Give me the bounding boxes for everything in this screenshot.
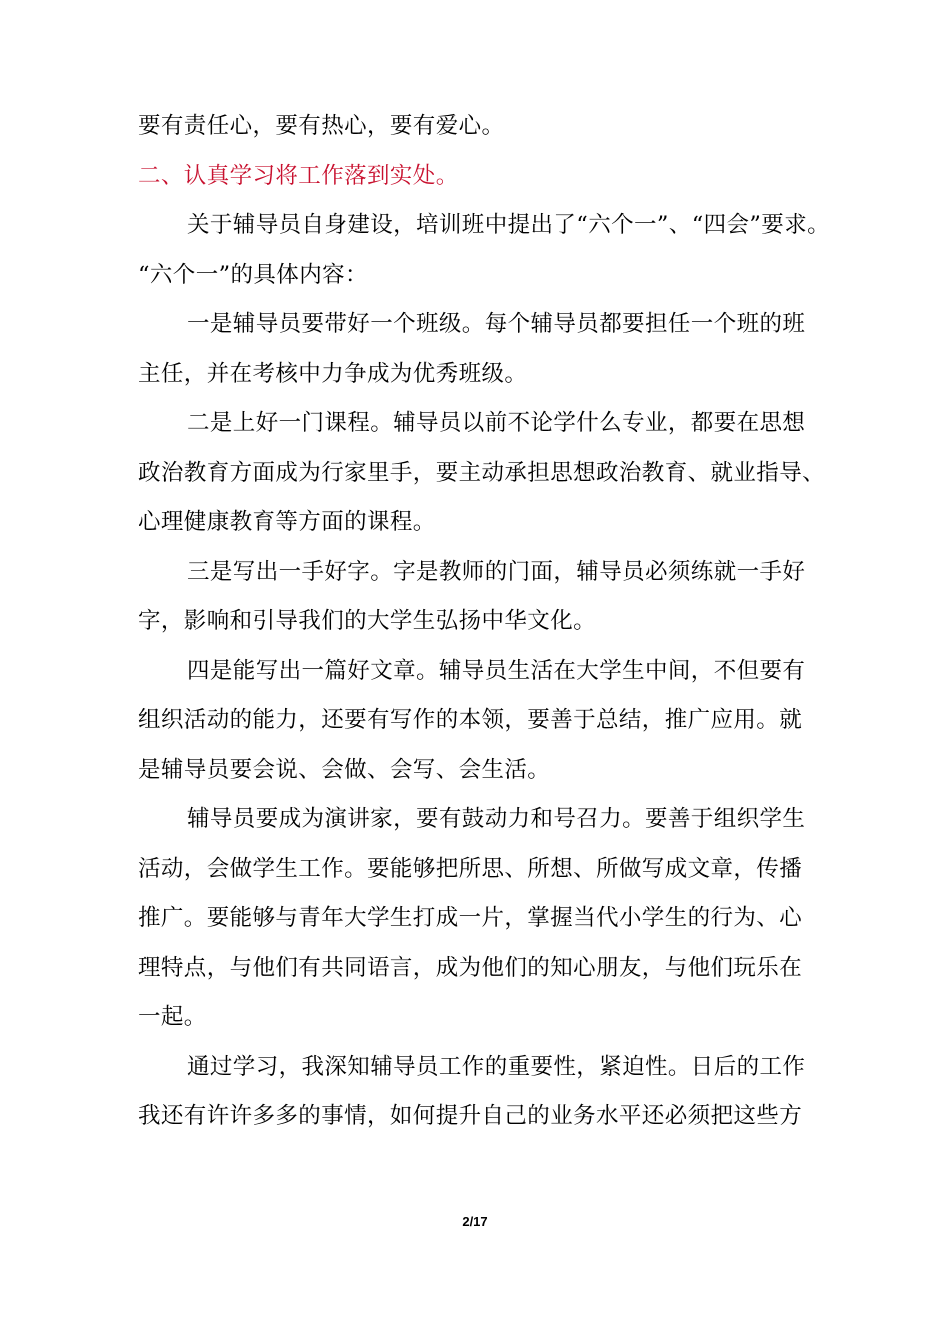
- text-line: 我还有许许多多的事情，如何提升自己的业务水平还必须把这些方: [138, 1103, 803, 1129]
- text-line: 二是上好一门课程。辅导员以前不论学什么专业，都要在思想: [187, 410, 806, 436]
- text-line: 推广。要能够与青年大学生打成一片，掌握当代小学生的行为、心: [138, 905, 803, 931]
- text-line: 一是辅导员要带好一个班级。每个辅导员都要担任一个班的班: [187, 311, 806, 337]
- text-line: 理特点，与他们有共同语言，成为他们的知心朋友，与他们玩乐在: [138, 954, 803, 981]
- text-line: 通过学习，我深知辅导员工作的重要性，紧迫性。日后的工作: [187, 1053, 806, 1080]
- text-line: 字，影响和引导我们的大学生弘扬中华文化。: [138, 608, 597, 634]
- text-line: 组织活动的能力，还要有写作的本领，要善于总结，推广应用。就: [138, 707, 803, 733]
- text-line: 四是能写出一篇好文章。辅导员生活在大学生中间，不但要有: [187, 657, 806, 684]
- text-line: 主任，并在考核中力争成为优秀班级。: [138, 360, 528, 387]
- section-heading: 二、认真学习将工作落到实处。: [138, 162, 459, 189]
- text-line: 活动，会做学生工作。要能够把所思、所想、所做写成文章，传播: [138, 855, 803, 882]
- text-line: 要有责任心，要有热心，要有爱心。: [138, 113, 505, 139]
- text-line: 辅导员要成为演讲家，要有鼓动力和号召力。要善于组织学生: [187, 806, 806, 832]
- document-body: [138, 102, 831, 1142]
- text-line: 三是写出一手好字。字是教师的门面，辅导员必须练就一手好: [187, 558, 806, 585]
- text-line: 一起。: [138, 1004, 207, 1030]
- text-line: 政治教育方面成为行家里手，要主动承担思想政治教育、就业指导、: [138, 459, 826, 486]
- text-line: 是辅导员要会说、会做、会写、会生活。: [138, 756, 551, 783]
- text-line: 关于辅导员自身建设，培训班中提出了“六个一”、“四会”要求。: [187, 212, 831, 238]
- text-line: “六个一”的具体内容：: [138, 261, 368, 288]
- page-number: 2/17: [462, 1214, 488, 1229]
- text-line: 心理健康教育等方面的课程。: [138, 509, 436, 535]
